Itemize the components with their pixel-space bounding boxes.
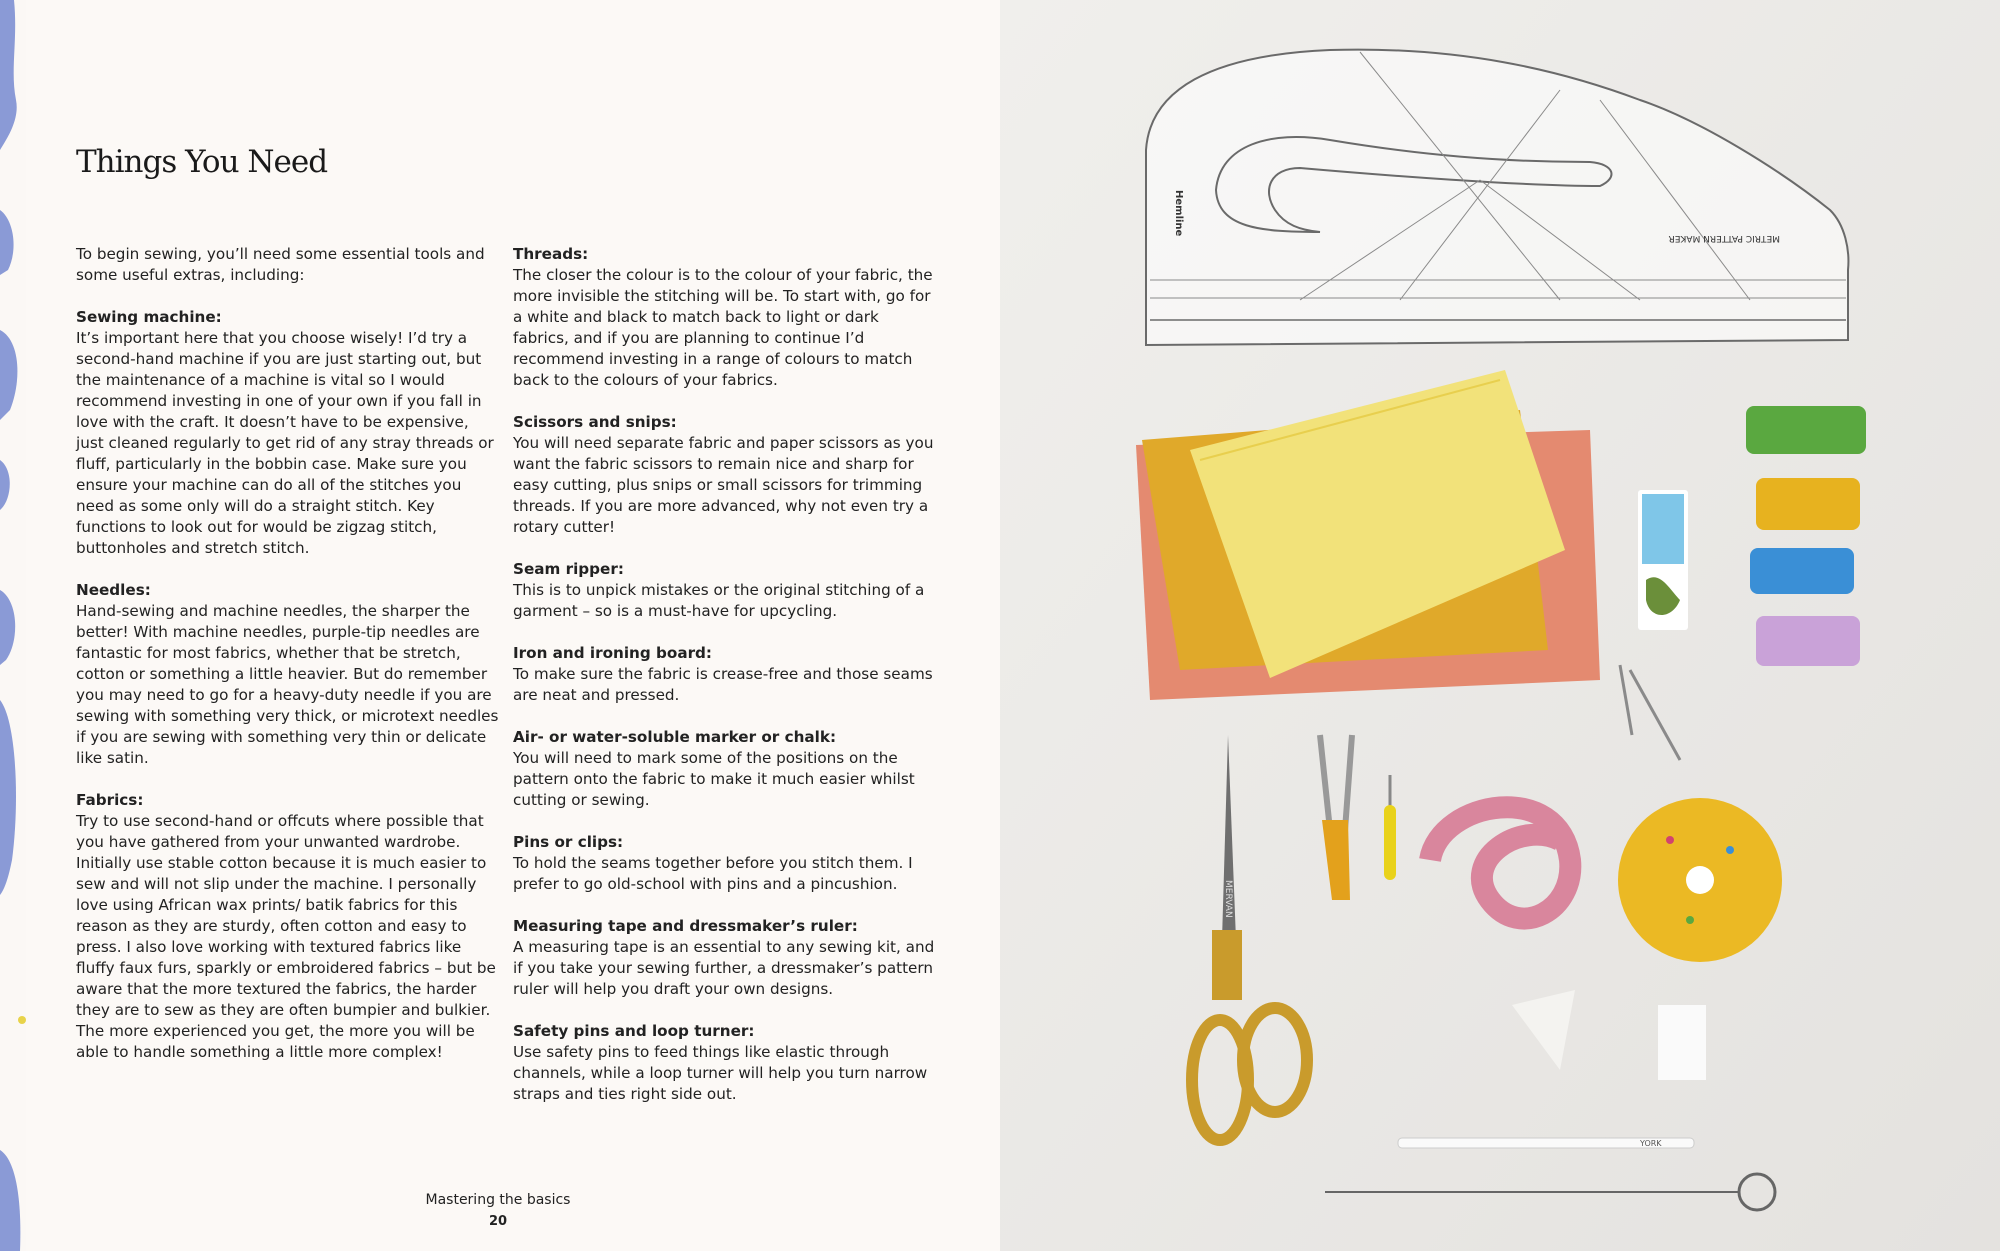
ruler-label: METRIC PATTERN MAKER <box>1668 233 1780 243</box>
section-heading: Seam ripper: <box>513 560 624 578</box>
section-needles <box>76 580 501 769</box>
marker-pencil <box>1398 1138 1694 1148</box>
page-edge-decoration <box>0 0 26 1251</box>
section-sewing-machine <box>76 307 501 559</box>
section-body: This is to unpick mistakes or the original stitching of a garment – so is a must-have for upcycling. <box>513 581 925 620</box>
scissors-brand: MERVAN <box>1223 880 1233 918</box>
intro-text: To begin sewing, you’ll need some essential tools and some useful extras, including: <box>76 245 485 284</box>
section-marker <box>513 727 938 811</box>
thread-spool <box>1750 548 1854 594</box>
section-heading: Measuring tape and dressmaker’s ruler: <box>513 917 858 935</box>
text-column-2 <box>513 244 938 1126</box>
section-safety-pins <box>513 1021 938 1105</box>
section-pins <box>513 832 938 895</box>
thread-spool <box>1756 616 1860 666</box>
machine-needles <box>1658 1005 1706 1080</box>
section-measuring <box>513 916 938 1000</box>
section-body: You will need separate fabric and paper scissors as you want the fabric scissors to remain nice and sharp for easy cutting, plus snips or small scissors for trimming threads. If you are more advanced, why not even try a rotary cutter! <box>513 434 934 536</box>
pincushion <box>1618 798 1782 962</box>
section-heading: Sewing machine: <box>76 308 222 326</box>
section-heading: Needles: <box>76 581 151 599</box>
section-heading: Safety pins and loop turner: <box>513 1022 755 1040</box>
section-body: Hand-sewing and machine needles, the sharper the better! With machine needles, purple-tip needles are fantastic for most fabrics, whether that be stretch, cotton or something a little heavier. But do remember you may need to go for a heavy-duty needle if you are sewing with something very thick, or microtext needles if you are sewing with something very thin or delicate like satin. <box>76 602 499 767</box>
ruler-brand: Hemline <box>1173 190 1184 237</box>
section-body: You will need to mark some of the positions on the pattern onto the fabric to make it much easier whilst cutting or sewing. <box>513 749 915 809</box>
section-heading: Threads: <box>513 245 589 263</box>
section-body: The closer the colour is to the colour of your fabric, the more invisible the stitching will be. To start with, go for a white and black to match back to light or dark fabrics, and if you are planning to continue I’d recommend investing in a range of colours to match back to the colours of your fabrics. <box>513 266 933 389</box>
section-body: Try to use second-hand or offcuts where possible that you have gathered from your unwanted wardrobe. Initially use stable cotton because it is much easier to sew and will not slip under the machine. I personally love using African wax prints/ batik fabrics for this reason as they are sturdy, often cotton and easy to press. I also love working with textured fabrics like fluffy faux furs, sparkly or embroidered fabrics – but be aware that the more textured the fabrics, the harder they are to sew as they are often bumpier and bulkier. The more experienced you get, the more you will be able to handle something a little more complex! <box>76 812 496 1061</box>
section-seam-ripper <box>513 559 938 622</box>
section-body: Use safety pins to feed things like elastic through channels, while a loop turner will help you turn narrow straps and ties right side out. <box>513 1043 928 1103</box>
left-page <box>26 0 1000 1251</box>
section-heading: Scissors and snips: <box>513 413 677 431</box>
needle-packet <box>1638 490 1688 630</box>
page-title: Things You Need <box>76 144 328 180</box>
page-footer <box>368 1190 628 1232</box>
section-body: It’s important here that you choose wisely! I’d try a second-hand machine if you are just starting out, but the maintenance of a machine is vital so I would recommend investing in one of your own if you fall in love with the craft. It doesn’t have to be expensive, just cleaned regularly to get rid of any stray threads or fluff, particularly in the bobbin case. Make sure you ensure your machine can do all of the stitches you need as some only will do a straight stitch. Key functions to look out for would be zigzag stitch, buttonholes and stretch stitch. <box>76 329 494 557</box>
section-fabrics <box>76 790 501 1063</box>
page-number: 20 <box>488 1214 508 1229</box>
sewing-tools-photo <box>1000 0 2000 1251</box>
section-heading: Pins or clips: <box>513 833 624 851</box>
section-scissors <box>513 412 938 538</box>
thread-spool <box>1756 478 1860 530</box>
text-column-1 <box>76 244 501 1084</box>
pencil-label: YORK <box>1640 1139 1662 1148</box>
section-iron <box>513 643 938 706</box>
thread-spool <box>1746 406 1866 454</box>
footer-section-name: Mastering the basics <box>425 1192 571 1208</box>
section-body: To hold the seams together before you stitch them. I prefer to go old-school with pins and a pincushion. <box>513 854 913 893</box>
section-heading: Air- or water-soluble marker or chalk: <box>513 728 837 746</box>
section-body: A measuring tape is an essential to any sewing kit, and if you take your sewing further, a dressmaker’s pattern ruler will help you draft your own designs. <box>513 938 935 998</box>
section-heading: Iron and ironing board: <box>513 644 713 662</box>
section-body: To make sure the fabric is crease-free and those seams are neat and pressed. <box>513 665 933 704</box>
section-heading: Fabrics: <box>76 791 144 809</box>
section-threads <box>513 244 938 391</box>
